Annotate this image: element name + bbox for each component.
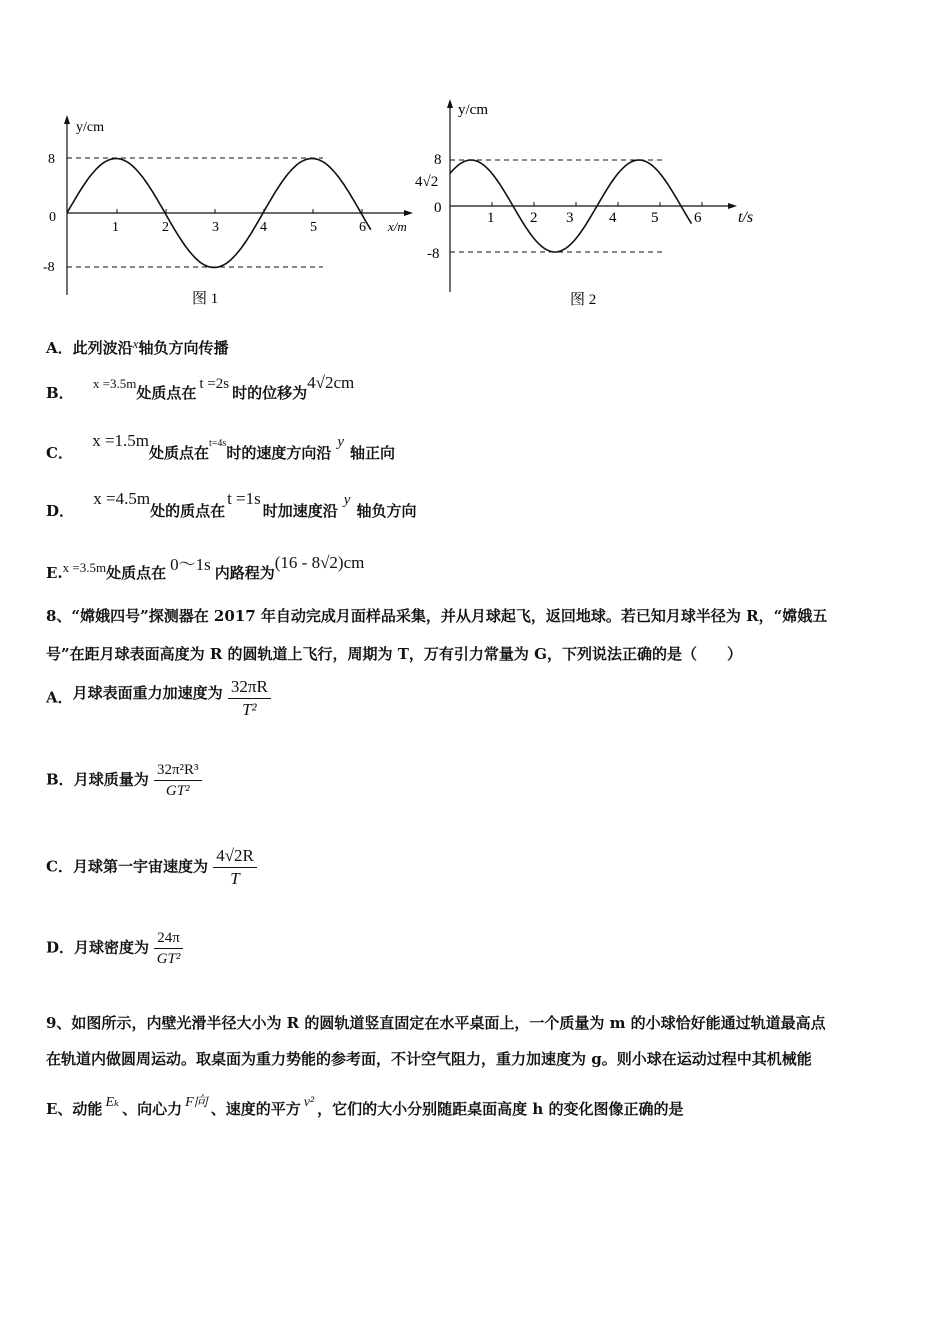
fig1-x-tick-6: 6 [359,220,366,235]
fig2-x-tick-1: 1 [487,210,495,226]
fig1-y-tick-0: 0 [49,210,56,225]
fig1-x-tick-4: 4 [260,220,267,235]
q8-c-fraction: $\frac{4√2R}{T}$ [213,845,257,890]
fig2-x-tick-3: 3 [566,210,574,226]
fig1-x-ticks [117,209,362,213]
figure-1-wave-graph [40,105,430,315]
fig1-caption: 图 1 [192,291,219,307]
q8-stem-line-2: 号”在距月球表面高度为 R 的圆轨道上飞行，周期为 T，万有引力常量为 G，下列说法正确的是（ ） [46,645,742,663]
q8-option-c: C．月球第一宇宙速度为 $\frac{4√2R}{T}$ [46,845,257,890]
q8-option-a: A．月球表面重力加速度为 $\frac{32\pi R}{\text{T²}}$ [46,676,271,721]
q7-option-a: A．此列波沿$^x$轴负方向传播 [46,336,229,357]
q8-stem-line-1: 8、“嫦娥四号”探测器在 2017 年自动完成月面样品采集，并从月球起飞，返回地球。若已知月球半径为 R，“嫦娥五 [46,607,828,625]
fig2-x-tick-5: 5 [651,210,659,226]
q9-stem-line-1: 9、如图所示，内壁光滑半径大小为 R 的圆轨道竖直固定在水平桌面上，一个质量为 m 的小球恰好能通过轨道最高点 [46,1014,826,1032]
fig2-x-arrow [728,203,737,209]
q8-option-d: D．月球密度为 $\frac{24\pi}{\text{GT²}}$ [46,928,183,969]
figure-2-vibration-graph [410,92,770,314]
fig2-y-arrow [447,99,453,108]
fig2-caption: 图 2 [570,292,597,308]
fig1-y-tick-neg8: -8 [43,260,55,275]
fig2-y-label: y/cm [458,102,488,118]
fig1-x-tick-5: 5 [310,220,317,235]
q7-option-e: E.x =3.5m处质点在 0～1s 内路程为(16 - 8√2)cm [46,553,365,582]
fig2-y-tick-neg8: -8 [427,246,440,262]
fig2-y-tick-4root2: 4√2 [415,174,439,190]
fig1-y-label: y/cm [76,120,104,135]
fig2-x-tick-6: 6 [694,210,702,226]
fig2-x-tick-4: 4 [609,210,617,226]
fig1-x-label: x/m [388,219,407,234]
q8-stem [46,601,908,669]
fig1-x-tick-3: 3 [212,220,219,235]
fig1-y-arrow [64,115,70,124]
fig2-y-tick-8: 8 [434,152,442,168]
fig1-y-tick-8: 8 [48,152,55,167]
q8-b-fraction: $\frac{\text{32π²R³}}{\text{GT²}}$ [154,760,202,801]
fig2-x-label: t/s [738,209,754,226]
q7-option-c: C． x =1.5m处质点在t=4s时的速度方向沿y轴正向 [46,431,396,462]
q8-a-fraction: $\frac{32\pi R}{\text{T²}}$ [228,676,271,721]
fig2-x-tick-2: 2 [530,210,538,226]
q8-d-fraction: $\frac{24\pi}{\text{GT²}}$ [154,928,183,969]
q7-option-b: B． x =3.5m处质点在 t =2s 时的位移为4√2cm [46,373,355,402]
q9-stem-line-2: 在轨道内做圆周运动。取桌面为重力势能的参考面，不计空气阻力，重力加速度为 g。则小球在运动过程中其机械能 [46,1050,812,1068]
q8-option-b: B．月球质量为 $\frac{\text{32π²R³}}{\text{GT²}}$ [46,760,202,801]
q9-stem [46,1008,908,1126]
fig2-y-tick-0: 0 [434,200,442,216]
fig1-x-tick-1: 1 [112,220,119,235]
option-label: A． [46,339,73,357]
q9-stem-line-3: E、动能 Eₖ 、向心力 F向 、速度的平方 v² ，它们的大小分别随距桌面高度 h 的变化图像正确的是 [46,1095,684,1118]
fig1-x-tick-2: 2 [162,220,169,235]
q7-option-d: D． x =4.5m处的质点在t =1s时加速度沿y轴负方向 [46,489,417,520]
